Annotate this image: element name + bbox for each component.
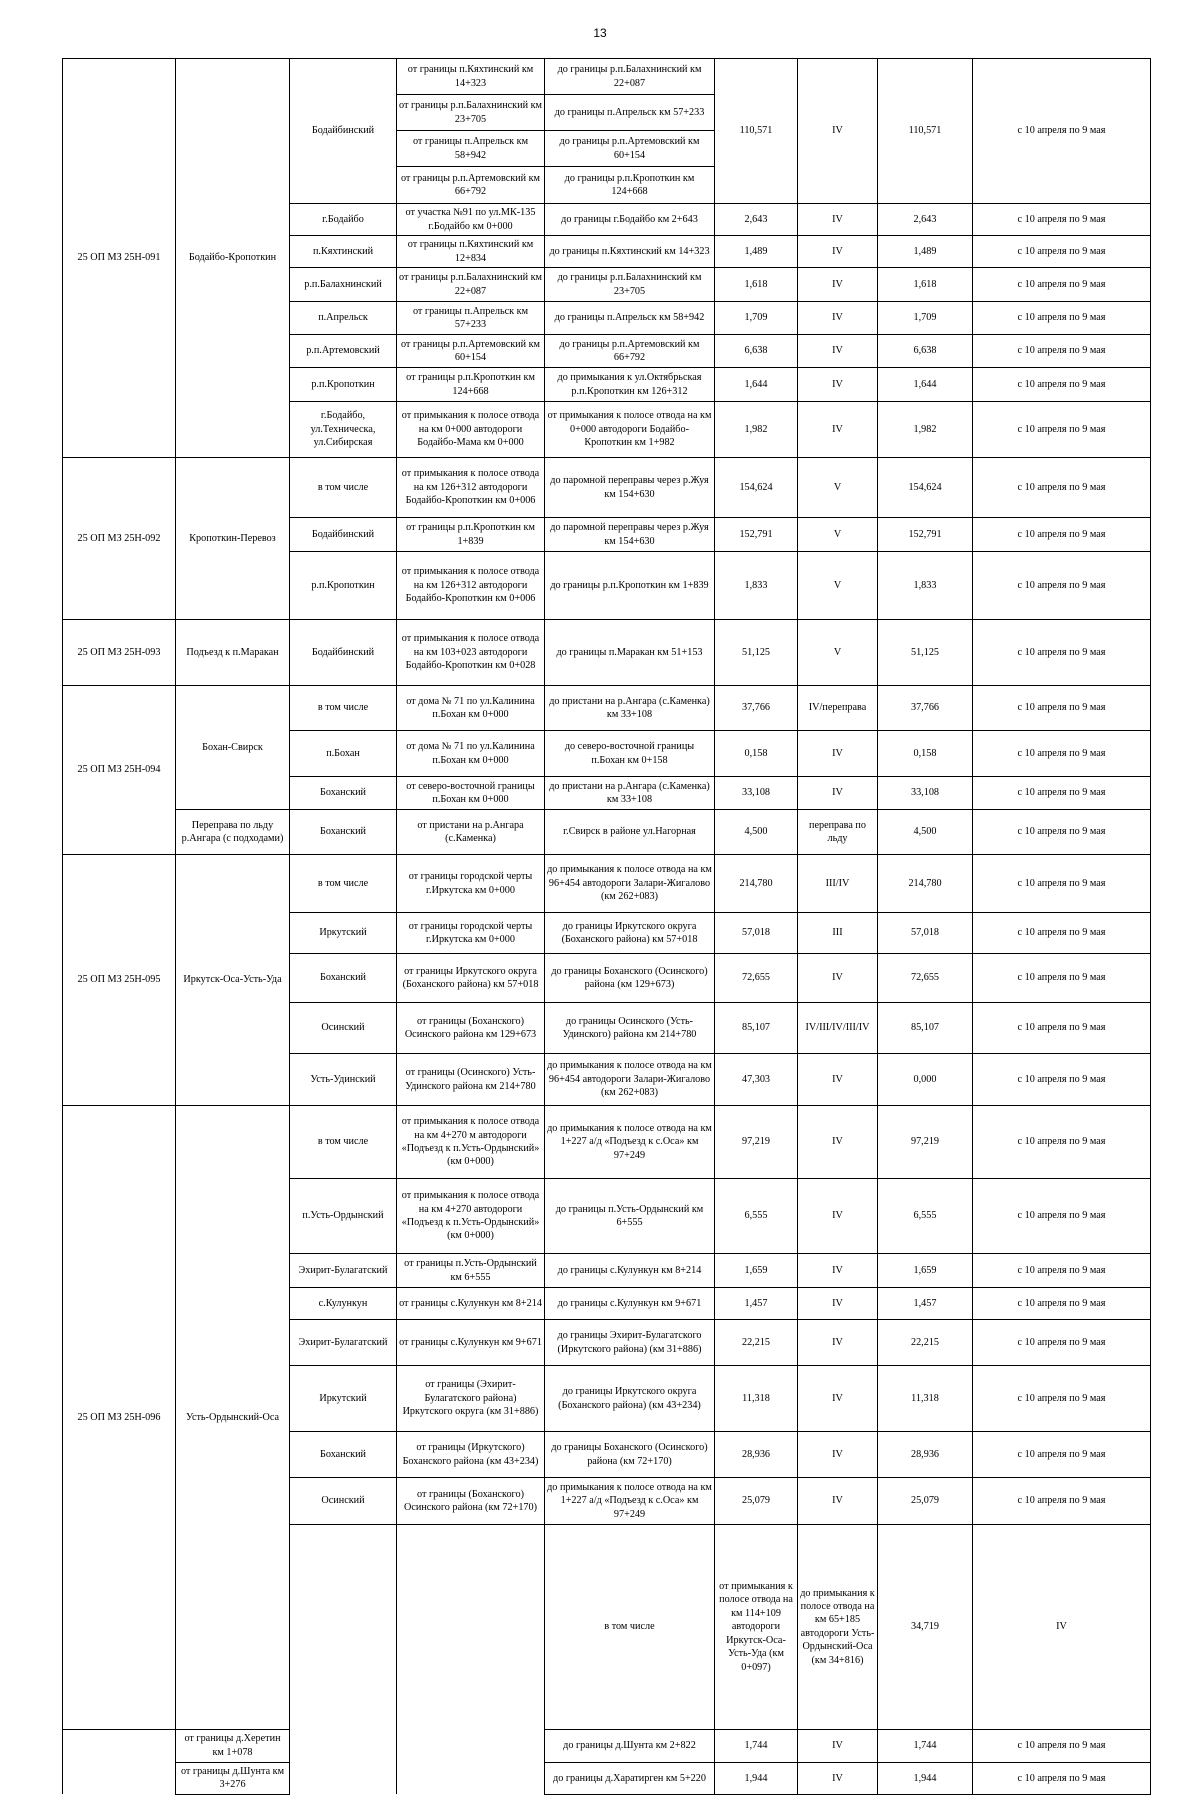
cell-category: IV: [798, 302, 878, 335]
cell-period: с 10 апреля по 9 мая: [973, 1106, 1151, 1179]
cell-to: до границы р.п.Балахнинский км 23+705: [545, 268, 715, 302]
cell-category: IV/III/IV/III/IV: [798, 1003, 878, 1054]
table-row: [63, 810, 1151, 855]
cell-to: до пристани на р.Ангара (с.Каменка) км 33+108: [545, 777, 715, 810]
page-number: 13: [593, 26, 607, 40]
cell-length: 154,624: [715, 458, 798, 518]
cell-period: с 10 апреля по 9 мая: [973, 1366, 1151, 1432]
cell-category: IV: [798, 1762, 878, 1794]
cell-from: от примыкания к полосе отвода на км 126+312 автодороги Бодайбо-Кропоткин км 0+006: [397, 458, 545, 518]
cell-category: IV: [798, 1106, 878, 1179]
cell-period: с 10 апреля по 9 мая: [973, 731, 1151, 777]
cell-length: 6,555: [715, 1179, 798, 1254]
cell-category: IV: [798, 731, 878, 777]
cell-length: 72,655: [715, 954, 798, 1003]
cell-restricted-length: 0,000: [878, 1054, 973, 1106]
cell-from: от границы п.Кяхтинский км 12+834: [397, 236, 545, 268]
cell-category: V: [798, 620, 878, 686]
cell-from: от северо-восточной границы п.Бохан км 0+000: [397, 777, 545, 810]
cell-category: IV: [973, 1525, 1151, 1730]
cell-to: до границы д.Харатирген км 5+220: [545, 1762, 715, 1794]
cell-to: до границы Иркутского округа (Боханского района) (км 43+234): [545, 1366, 715, 1432]
cell-length: 110,571: [715, 59, 798, 204]
table-row: [63, 59, 1151, 95]
cell-category: IV: [798, 1320, 878, 1366]
cell-section: Осинский: [290, 1003, 397, 1054]
cell-category: IV: [798, 954, 878, 1003]
cell-restricted-length: 2,643: [878, 204, 973, 236]
cell-section: в том числе: [545, 1525, 715, 1730]
cell-category: IV: [798, 1729, 878, 1762]
cell-road-name: [397, 1525, 545, 1795]
cell-from: от примыкания к полосе отвода на км 103+023 автодороги Бодайбо-Кропоткин км 0+028: [397, 620, 545, 686]
cell-restricted-length: 11,318: [878, 1366, 973, 1432]
cell-from: от границы (Боханского) Осинского района (км 72+170): [397, 1478, 545, 1525]
cell-from: от границы р.п.Кропоткин км 1+839: [397, 518, 545, 552]
cell-section: Боханский: [290, 954, 397, 1003]
cell-length: 1,659: [715, 1254, 798, 1288]
cell-from: от границы (Боханского) Осинского района км 129+673: [397, 1003, 545, 1054]
cell-to: до границы г.Бодайбо км 2+643: [545, 204, 715, 236]
cell-restricted-length: 33,108: [878, 777, 973, 810]
cell-road-id: 25 ОП МЗ 25Н-093: [63, 620, 176, 686]
cell-section: Эхирит-Булагатский: [290, 1254, 397, 1288]
cell-road-name: Бохан-Свирск: [176, 686, 290, 810]
cell-to: до границы Иркутского округа (Боханского района) км 57+018: [545, 913, 715, 954]
cell-from: от границы д.Херетин км 1+078: [176, 1729, 290, 1762]
cell-to: до границы р.п.Артемовский км 60+154: [545, 131, 715, 167]
cell-length: 1,644: [715, 368, 798, 402]
cell-period: с 10 апреля по 9 мая: [973, 810, 1151, 855]
cell-restricted-length: 28,936: [878, 1432, 973, 1478]
cell-restricted-length: 1,709: [878, 302, 973, 335]
cell-from: от границы п.Апрельск км 58+942: [397, 131, 545, 167]
cell-length: 51,125: [715, 620, 798, 686]
cell-to: до паромной переправы через р.Жуя км 154+630: [545, 518, 715, 552]
cell-to: до границы р.п.Артемовский км 66+792: [545, 335, 715, 368]
cell-to: до примыкания к полосе отвода на км 1+227 а/д «Подъезд к с.Оса» км 97+249: [545, 1478, 715, 1525]
cell-length: 33,108: [715, 777, 798, 810]
cell-from: от границы с.Кулункун км 9+671: [397, 1320, 545, 1366]
cell-section: Осинский: [290, 1478, 397, 1525]
cell-section: р.п.Артемовский: [290, 335, 397, 368]
cell-road-name: Переправа по льду р.Ангара (с подходами): [176, 810, 290, 855]
cell-length: 37,766: [715, 686, 798, 731]
cell-restricted-length: 4,500: [878, 810, 973, 855]
cell-road-id: 25 ОП МЗ 25Н-092: [63, 458, 176, 620]
cell-section: Иркутский: [290, 1366, 397, 1432]
cell-section: Иркутский: [290, 913, 397, 954]
cell-period: с 10 апреля по 9 мая: [973, 302, 1151, 335]
cell-road-name: Подъезд к п.Маракан: [176, 620, 290, 686]
cell-restricted-length: 110,571: [878, 59, 973, 204]
cell-section: Боханский: [290, 810, 397, 855]
cell-section: г.Бодайбо, ул.Техническа, ул.Сибирская: [290, 402, 397, 458]
cell-restricted-length: 6,638: [878, 335, 973, 368]
cell-period: с 10 апреля по 9 мая: [973, 686, 1151, 731]
cell-category: V: [798, 458, 878, 518]
cell-from: от примыкания к полосе отвода на км 4+270 м автодороги «Подъезд к п.Усть-Ордынский» (км 0+000): [397, 1106, 545, 1179]
cell-restricted-length: 6,555: [878, 1179, 973, 1254]
cell-to: до границы п.Апрельск км 57+233: [545, 95, 715, 131]
cell-restricted-length: 1,982: [878, 402, 973, 458]
cell-period: с 10 апреля по 9 мая: [973, 368, 1151, 402]
cell-to: до примыкания к полосе отвода на км 96+454 автодороги Залари-Жигалово (км 262+083): [545, 1054, 715, 1106]
cell-to: до примыкания к ул.Октябрьская р.п.Кропоткин км 126+312: [545, 368, 715, 402]
cell-length: 1,618: [715, 268, 798, 302]
cell-period: с 10 апреля по 9 мая: [973, 954, 1151, 1003]
cell-restricted-length: 1,659: [878, 1254, 973, 1288]
cell-section: Боханский: [290, 1432, 397, 1478]
cell-road-name: Усть-Ордынский-Оса: [176, 1106, 290, 1730]
cell-category: V: [798, 552, 878, 620]
cell-period: с 10 апреля по 9 мая: [973, 1254, 1151, 1288]
cell-period: с 10 апреля по 9 мая: [973, 1288, 1151, 1320]
cell-from: от примыкания к полосе отвода на км 4+270 автодороги «Подъезд к п.Усть-Ордынский» (км 0+000): [397, 1179, 545, 1254]
cell-from: от границы р.п.Балахнинский км 23+705: [397, 95, 545, 131]
cell-restricted-length: 0,158: [878, 731, 973, 777]
cell-road-id: 25 ОП МЗ 25Н-094: [63, 686, 176, 855]
cell-period: с 10 апреля по 9 мая: [973, 620, 1151, 686]
cell-restricted-length: 1,457: [878, 1288, 973, 1320]
cell-from: от границы р.п.Артемовский км 66+792: [397, 167, 545, 204]
cell-period: с 10 апреля по 9 мая: [973, 1003, 1151, 1054]
cell-length: 6,638: [715, 335, 798, 368]
cell-to: до границы п.Апрельск км 58+942: [545, 302, 715, 335]
cell-period: с 10 апреля по 9 мая: [973, 1054, 1151, 1106]
cell-road-id: [290, 1525, 397, 1795]
cell-category: III: [798, 913, 878, 954]
cell-category: IV: [798, 1478, 878, 1525]
cell-restricted-length: 1,489: [878, 236, 973, 268]
road-restrictions-table: [62, 58, 1151, 1795]
cell-road-id: 25 ОП МЗ 25Н-096: [63, 1106, 176, 1730]
cell-road-name: Бодайбо-Кропоткин: [176, 59, 290, 458]
cell-length: 1,457: [715, 1288, 798, 1320]
cell-to: до границы р.п.Кропоткин км 1+839: [545, 552, 715, 620]
cell-section: в том числе: [290, 855, 397, 913]
cell-length: 11,318: [715, 1366, 798, 1432]
cell-restricted-length: 57,018: [878, 913, 973, 954]
cell-period: с 10 апреля по 9 мая: [973, 268, 1151, 302]
cell-length: 85,107: [715, 1003, 798, 1054]
cell-length: 1,982: [715, 402, 798, 458]
cell-period: с 10 апреля по 9 мая: [973, 335, 1151, 368]
cell-length: 34,719: [878, 1525, 973, 1730]
cell-period: с 10 апреля по 9 мая: [973, 204, 1151, 236]
cell-restricted-length: 1,744: [878, 1729, 973, 1762]
cell-category: IV: [798, 204, 878, 236]
cell-to: до границы Боханского (Осинского) района (км 129+673): [545, 954, 715, 1003]
cell-length: 1,833: [715, 552, 798, 620]
cell-period: с 10 апреля по 9 мая: [973, 236, 1151, 268]
cell-from: от границы городской черты г.Иркутска км 0+000: [397, 855, 545, 913]
cell-from: от дома № 71 по ул.Калинина п.Бохан км 0+000: [397, 731, 545, 777]
cell-section: Эхирит-Булагатский: [290, 1320, 397, 1366]
cell-section: п.Кяхтинский: [290, 236, 397, 268]
cell-category: IV/переправа: [798, 686, 878, 731]
cell-from: от границы д.Шунта км 3+276: [176, 1762, 290, 1794]
cell-period: с 10 апреля по 9 мая: [973, 1179, 1151, 1254]
cell-category: IV: [798, 1254, 878, 1288]
cell-period: с 10 апреля по 9 мая: [973, 402, 1151, 458]
cell-from: от дома № 71 по ул.Калинина п.Бохан км 0+000: [397, 686, 545, 731]
cell-from: от границы с.Кулункун км 8+214: [397, 1288, 545, 1320]
cell-section: [63, 1729, 176, 1794]
cell-section: Бодайбинский: [290, 620, 397, 686]
cell-section: Боханский: [290, 777, 397, 810]
table-row: [63, 620, 1151, 686]
cell-road-id: 25 ОП МЗ 25Н-095: [63, 855, 176, 1106]
cell-section: п.Апрельск: [290, 302, 397, 335]
cell-category: IV: [798, 368, 878, 402]
cell-to: до границы д.Шунта км 2+822: [545, 1729, 715, 1762]
cell-category: IV: [798, 1366, 878, 1432]
cell-length: 4,500: [715, 810, 798, 855]
cell-from: от границы городской черты г.Иркутска км 0+000: [397, 913, 545, 954]
cell-to: до границы с.Кулункун км 8+214: [545, 1254, 715, 1288]
cell-restricted-length: 1,944: [878, 1762, 973, 1794]
cell-category: IV: [798, 236, 878, 268]
table-body: [63, 59, 1151, 1795]
cell-length: 97,219: [715, 1106, 798, 1179]
cell-from: от границы п.Усть-Ордынский км 6+555: [397, 1254, 545, 1288]
cell-section: в том числе: [290, 458, 397, 518]
cell-section: в том числе: [290, 1106, 397, 1179]
cell-to: до границы с.Кулункун км 9+671: [545, 1288, 715, 1320]
cell-to: до границы п.Маракан км 51+153: [545, 620, 715, 686]
cell-to: до северо-восточной границы п.Бохан км 0+158: [545, 731, 715, 777]
cell-period: с 10 апреля по 9 мая: [973, 1432, 1151, 1478]
cell-section: в том числе: [290, 686, 397, 731]
cell-restricted-length: 1,618: [878, 268, 973, 302]
cell-restricted-length: 72,655: [878, 954, 973, 1003]
cell-section: п.Усть-Ордынский: [290, 1179, 397, 1254]
cell-to: до примыкания к полосе отвода на км 96+454 автодороги Залари-Жигалово (км 262+083): [545, 855, 715, 913]
table-row: [63, 1729, 1151, 1762]
cell-restricted-length: 25,079: [878, 1478, 973, 1525]
cell-from: от границы (Иркутского) Боханского района (км 43+234): [397, 1432, 545, 1478]
cell-to: до пристани на р.Ангара (с.Каменка) км 33+108: [545, 686, 715, 731]
cell-category: IV: [798, 335, 878, 368]
cell-from: от границы (Осинского) Усть-Удинского района км 214+780: [397, 1054, 545, 1106]
cell-from: от границы п.Апрельск км 57+233: [397, 302, 545, 335]
cell-period: с 10 апреля по 9 мая: [973, 59, 1151, 204]
cell-to: до границы п.Кяхтинский км 14+323: [545, 236, 715, 268]
cell-period: с 10 апреля по 9 мая: [973, 855, 1151, 913]
cell-to: до границы Боханского (Осинского) района (км 72+170): [545, 1432, 715, 1478]
cell-from: от примыкания к полосе отвода на км 0+000 автодороги Бодайбо-Мама км 0+000: [397, 402, 545, 458]
cell-from: от границы (Эхирит-Булагатского района) Иркутского округа (км 31+886): [397, 1366, 545, 1432]
cell-section: Бодайбинский: [290, 59, 397, 204]
cell-length: 214,780: [715, 855, 798, 913]
cell-period: с 10 апреля по 9 мая: [973, 777, 1151, 810]
cell-category: V: [798, 518, 878, 552]
cell-section: р.п.Кропоткин: [290, 552, 397, 620]
cell-section: г.Бодайбо: [290, 204, 397, 236]
cell-from: от границы р.п.Балахнинский км 22+087: [397, 268, 545, 302]
cell-category: IV: [798, 1054, 878, 1106]
cell-length: 25,079: [715, 1478, 798, 1525]
table-row: [63, 1762, 1151, 1794]
cell-section: Усть-Удинский: [290, 1054, 397, 1106]
cell-road-id: 25 ОП МЗ 25Н-091: [63, 59, 176, 458]
cell-restricted-length: 1,644: [878, 368, 973, 402]
cell-section: с.Кулункун: [290, 1288, 397, 1320]
cell-length: 152,791: [715, 518, 798, 552]
cell-restricted-length: 97,219: [878, 1106, 973, 1179]
cell-period: с 10 апреля по 9 мая: [973, 518, 1151, 552]
cell-from: от границы р.п.Кропоткин км 124+668: [397, 368, 545, 402]
cell-period: с 10 апреля по 9 мая: [973, 913, 1151, 954]
cell-length: 1,944: [715, 1762, 798, 1794]
cell-length: 2,643: [715, 204, 798, 236]
cell-category: IV: [798, 268, 878, 302]
cell-period: с 10 апреля по 9 мая: [973, 1320, 1151, 1366]
cell-period: с 10 апреля по 9 мая: [973, 1762, 1151, 1794]
cell-length: 47,303: [715, 1054, 798, 1106]
table-row: [63, 458, 1151, 518]
cell-restricted-length: 85,107: [878, 1003, 973, 1054]
cell-period: с 10 апреля по 9 мая: [973, 552, 1151, 620]
cell-to: до границы Осинского (Усть-Удинского) района км 214+780: [545, 1003, 715, 1054]
cell-length: 1,709: [715, 302, 798, 335]
cell-to: до границы р.п.Балахнинский км 22+087: [545, 59, 715, 95]
table-row: [63, 686, 1151, 731]
cell-from: от границы р.п.Артемовский км 60+154: [397, 335, 545, 368]
cell-from: от границы Иркутского округа (Боханского района) км 57+018: [397, 954, 545, 1003]
cell-length: 57,018: [715, 913, 798, 954]
cell-section: Бодайбинский: [290, 518, 397, 552]
cell-to: до паромной переправы через р.Жуя км 154+630: [545, 458, 715, 518]
cell-restricted-length: 37,766: [878, 686, 973, 731]
cell-from: от примыкания к полосе отвода на км 114+109 автодороги Иркутск-Оса-Усть-Уда (км 0+097): [715, 1525, 798, 1730]
cell-category: III/IV: [798, 855, 878, 913]
cell-from: от границы п.Кяхтинский км 14+323: [397, 59, 545, 95]
cell-to: до границы п.Усть-Ордынский км 6+555: [545, 1179, 715, 1254]
cell-from: от участка №91 по ул.МК-135 г.Бодайбо км 0+000: [397, 204, 545, 236]
cell-category: IV: [798, 59, 878, 204]
cell-to: до границы Эхирит-Булагатского (Иркутского района) (км 31+886): [545, 1320, 715, 1366]
cell-length: 1,744: [715, 1729, 798, 1762]
cell-category: переправа по льду: [798, 810, 878, 855]
cell-period: с 10 апреля по 9 мая: [973, 1729, 1151, 1762]
cell-section: п.Бохан: [290, 731, 397, 777]
cell-restricted-length: 1,833: [878, 552, 973, 620]
cell-restricted-length: 154,624: [878, 458, 973, 518]
table-row: [63, 855, 1151, 913]
cell-length: 0,158: [715, 731, 798, 777]
cell-to: от примыкания к полосе отвода на км 0+000 автодороги Бодайбо-Кропоткин км 1+982: [545, 402, 715, 458]
cell-from: от пристани на р.Ангара (с.Каменка): [397, 810, 545, 855]
cell-length: 1,489: [715, 236, 798, 268]
cell-section: р.п.Кропоткин: [290, 368, 397, 402]
table-row: [63, 1106, 1151, 1179]
cell-category: IV: [798, 1432, 878, 1478]
cell-category: IV: [798, 1288, 878, 1320]
cell-category: IV: [798, 777, 878, 810]
cell-length: 22,215: [715, 1320, 798, 1366]
cell-restricted-length: 22,215: [878, 1320, 973, 1366]
cell-road-name: Кропоткин-Перевоз: [176, 458, 290, 620]
cell-to: г.Свирск в районе ул.Нагорная: [545, 810, 715, 855]
cell-restricted-length: 214,780: [878, 855, 973, 913]
cell-to: до примыкания к полосе отвода на км 65+185 автодороги Усть-Ордынский-Оса (км 34+816): [798, 1525, 878, 1730]
cell-to: до примыкания к полосе отвода на км 1+227 а/д «Подъезд к с.Оса» км 97+249: [545, 1106, 715, 1179]
cell-restricted-length: 51,125: [878, 620, 973, 686]
cell-period: с 10 апреля по 9 мая: [973, 1478, 1151, 1525]
cell-section: р.п.Балахнинский: [290, 268, 397, 302]
cell-category: IV: [798, 1179, 878, 1254]
cell-road-name: Иркутск-Оса-Усть-Уда: [176, 855, 290, 1106]
cell-from: от примыкания к полосе отвода на км 126+312 автодороги Бодайбо-Кропоткин км 0+006: [397, 552, 545, 620]
cell-category: IV: [798, 402, 878, 458]
cell-to: до границы р.п.Кропоткин км 124+668: [545, 167, 715, 204]
cell-restricted-length: 152,791: [878, 518, 973, 552]
cell-period: с 10 апреля по 9 мая: [973, 458, 1151, 518]
cell-length: 28,936: [715, 1432, 798, 1478]
